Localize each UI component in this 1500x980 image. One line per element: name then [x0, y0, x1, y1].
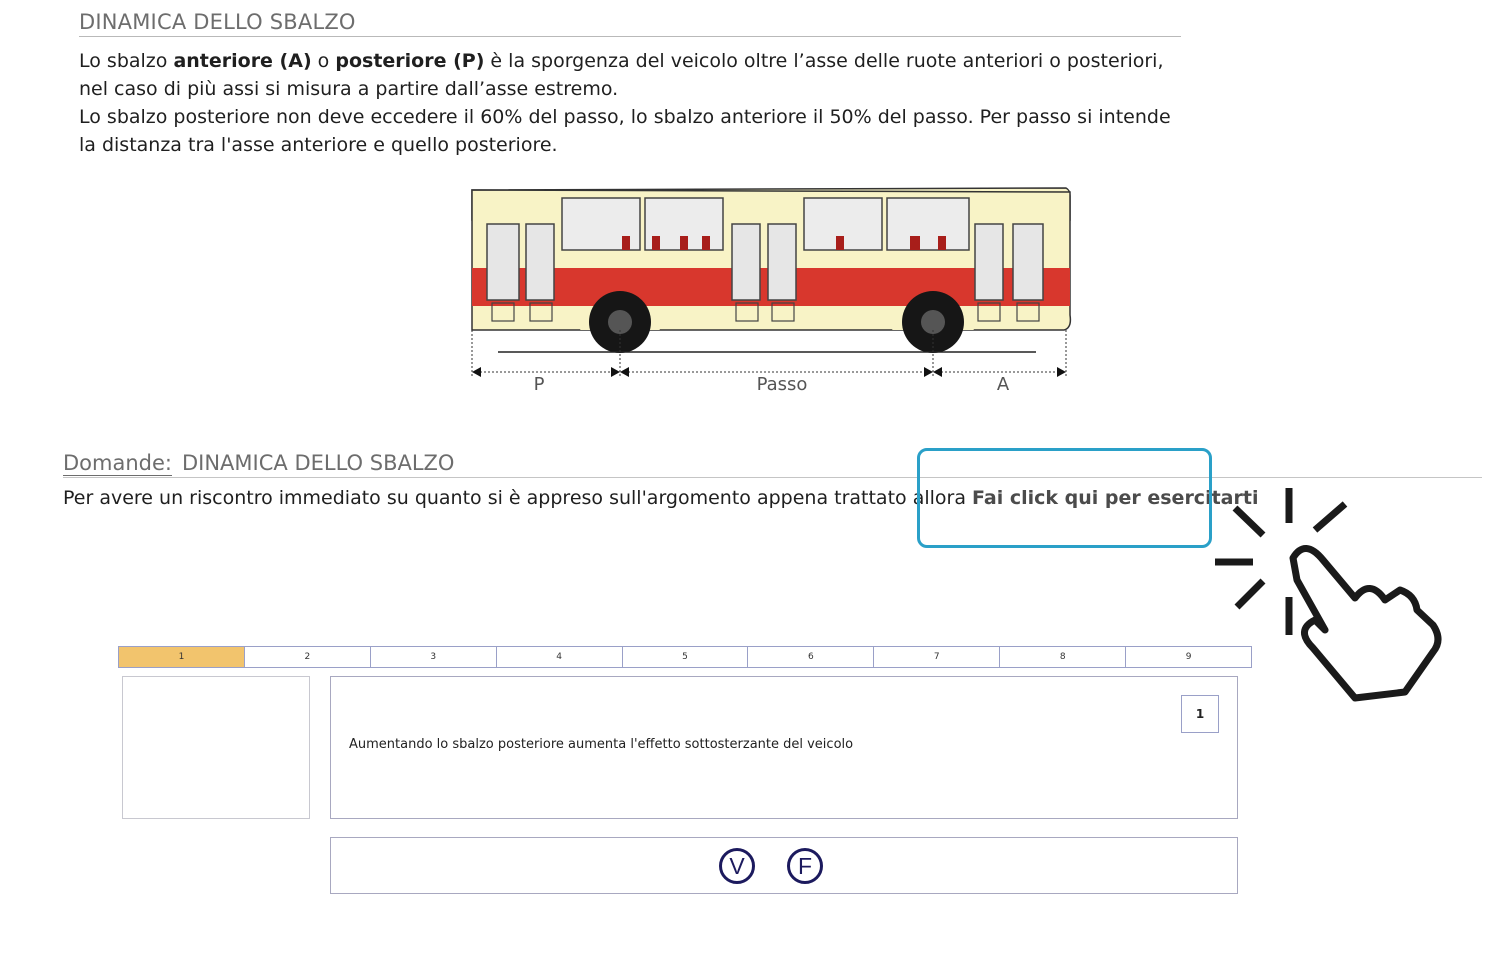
question-image-placeholder	[122, 676, 310, 819]
question-tab-6[interactable]: 6	[748, 647, 874, 667]
label-p: P	[533, 374, 545, 395]
label-a: A	[996, 374, 1010, 395]
link-highlight-box	[917, 448, 1212, 548]
question-tab-7[interactable]: 7	[874, 647, 1000, 667]
answer-true-button[interactable]: V	[719, 848, 755, 884]
question-tab-3[interactable]: 3	[371, 647, 497, 667]
question-tab-4[interactable]: 4	[497, 647, 623, 667]
question-tab-1[interactable]: 1	[119, 647, 245, 667]
question-tabs	[118, 646, 1252, 668]
label-passo: Passo	[756, 374, 808, 395]
pointing-hand-click-icon	[1205, 480, 1455, 710]
questions-title: DINAMICA DELLO SBALZO	[181, 451, 455, 475]
intro-text	[79, 47, 1189, 159]
questions-label: Domande:	[63, 451, 172, 475]
answer-false-button[interactable]: F	[787, 848, 823, 884]
question-number: 1	[1181, 695, 1219, 733]
question-tab-9[interactable]: 9	[1126, 647, 1251, 667]
questions-header	[63, 451, 1482, 478]
bus-overhang-diagram	[440, 180, 1080, 405]
intro-paragraph-1: Lo sbalzo anteriore (A) o posteriore (P) è la sporgenza del veicolo oltre l’asse delle ruote anteriori o posteriori, nel caso di più assi si misura a partire dall’asse estremo.	[79, 50, 1164, 100]
exercise-link[interactable]: Fai click qui per esercitarti	[972, 487, 1259, 509]
question-text: Aumentando lo sbalzo posteriore aumenta l'effetto sottosterzante del veicolo	[349, 737, 854, 752]
question-tab-5[interactable]: 5	[623, 647, 749, 667]
question-tab-8[interactable]: 8	[1000, 647, 1126, 667]
question-box	[330, 676, 1238, 819]
answer-box	[330, 837, 1238, 894]
intro-paragraph-2: Lo sbalzo posteriore non deve eccedere il 60% del passo, lo sbalzo anteriore il 50% del passo. Per passo si intende la distanza tra l'asse anteriore e quello posteriore.	[79, 106, 1171, 156]
question-tab-2[interactable]: 2	[245, 647, 371, 667]
prompt-text: Per avere un riscontro immediato su quanto si è appreso sull'argomento appena trattato allora	[63, 487, 973, 509]
section-title: DINAMICA DELLO SBALZO	[79, 10, 1181, 37]
